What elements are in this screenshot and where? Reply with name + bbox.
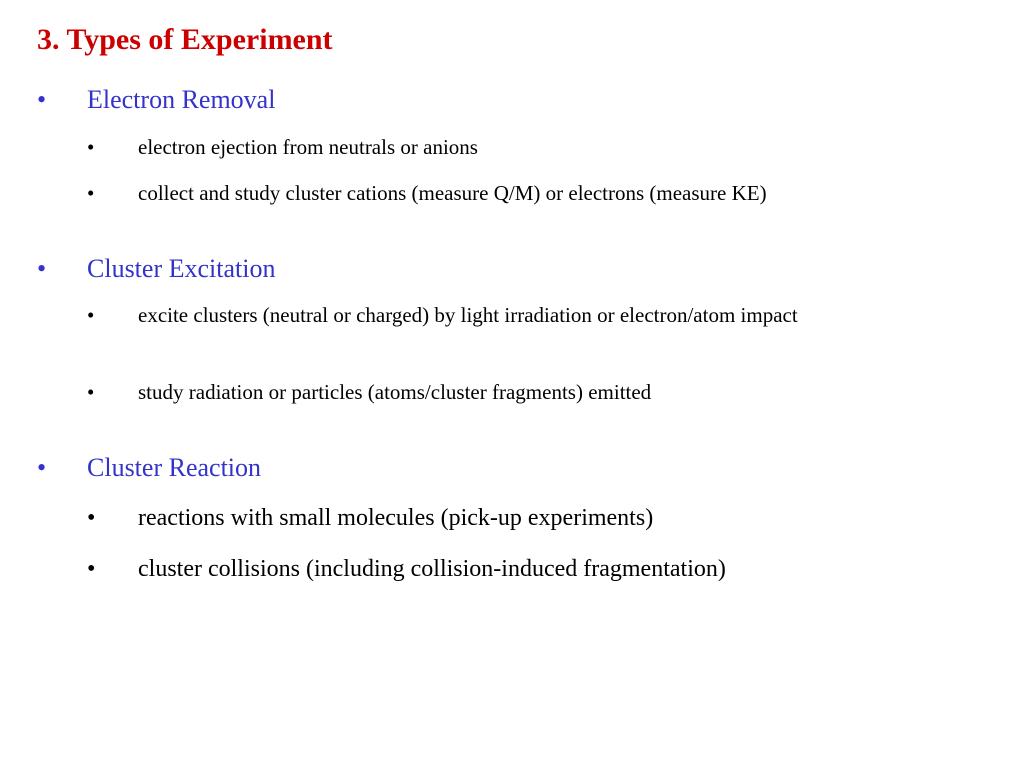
- list-item-text: excite clusters (neutral or charged) by light irradiation or electron/atom impact: [138, 303, 798, 327]
- bullet-icon: •: [87, 556, 96, 582]
- bullet-icon: •: [87, 135, 95, 159]
- bullet-icon: •: [87, 181, 95, 205]
- list-item-text: cluster collisions (including collision-induced fragmentation): [138, 556, 726, 582]
- list-item-text: reactions with small molecules (pick-up experiments): [138, 505, 654, 531]
- bullet-icon: •: [87, 505, 96, 531]
- section-heading-label: Cluster Reaction: [87, 453, 262, 482]
- section-heading-label: Cluster Excitation: [87, 254, 276, 283]
- slide-title: 3. Types of Experiment: [37, 23, 333, 56]
- section-heading-label: Electron Removal: [87, 85, 276, 114]
- bullet-icon: •: [37, 453, 47, 482]
- bullet-icon: •: [87, 380, 95, 404]
- bullet-icon: •: [37, 85, 47, 114]
- list-item-text: collect and study cluster cations (measure Q/M) or electrons (measure KE): [138, 181, 767, 205]
- list-item-text: study radiation or particles (atoms/cluster fragments) emitted: [138, 380, 652, 404]
- bullet-icon: •: [87, 303, 95, 327]
- bullet-icon: •: [37, 254, 47, 283]
- list-item-text: electron ejection from neutrals or anions: [138, 135, 478, 159]
